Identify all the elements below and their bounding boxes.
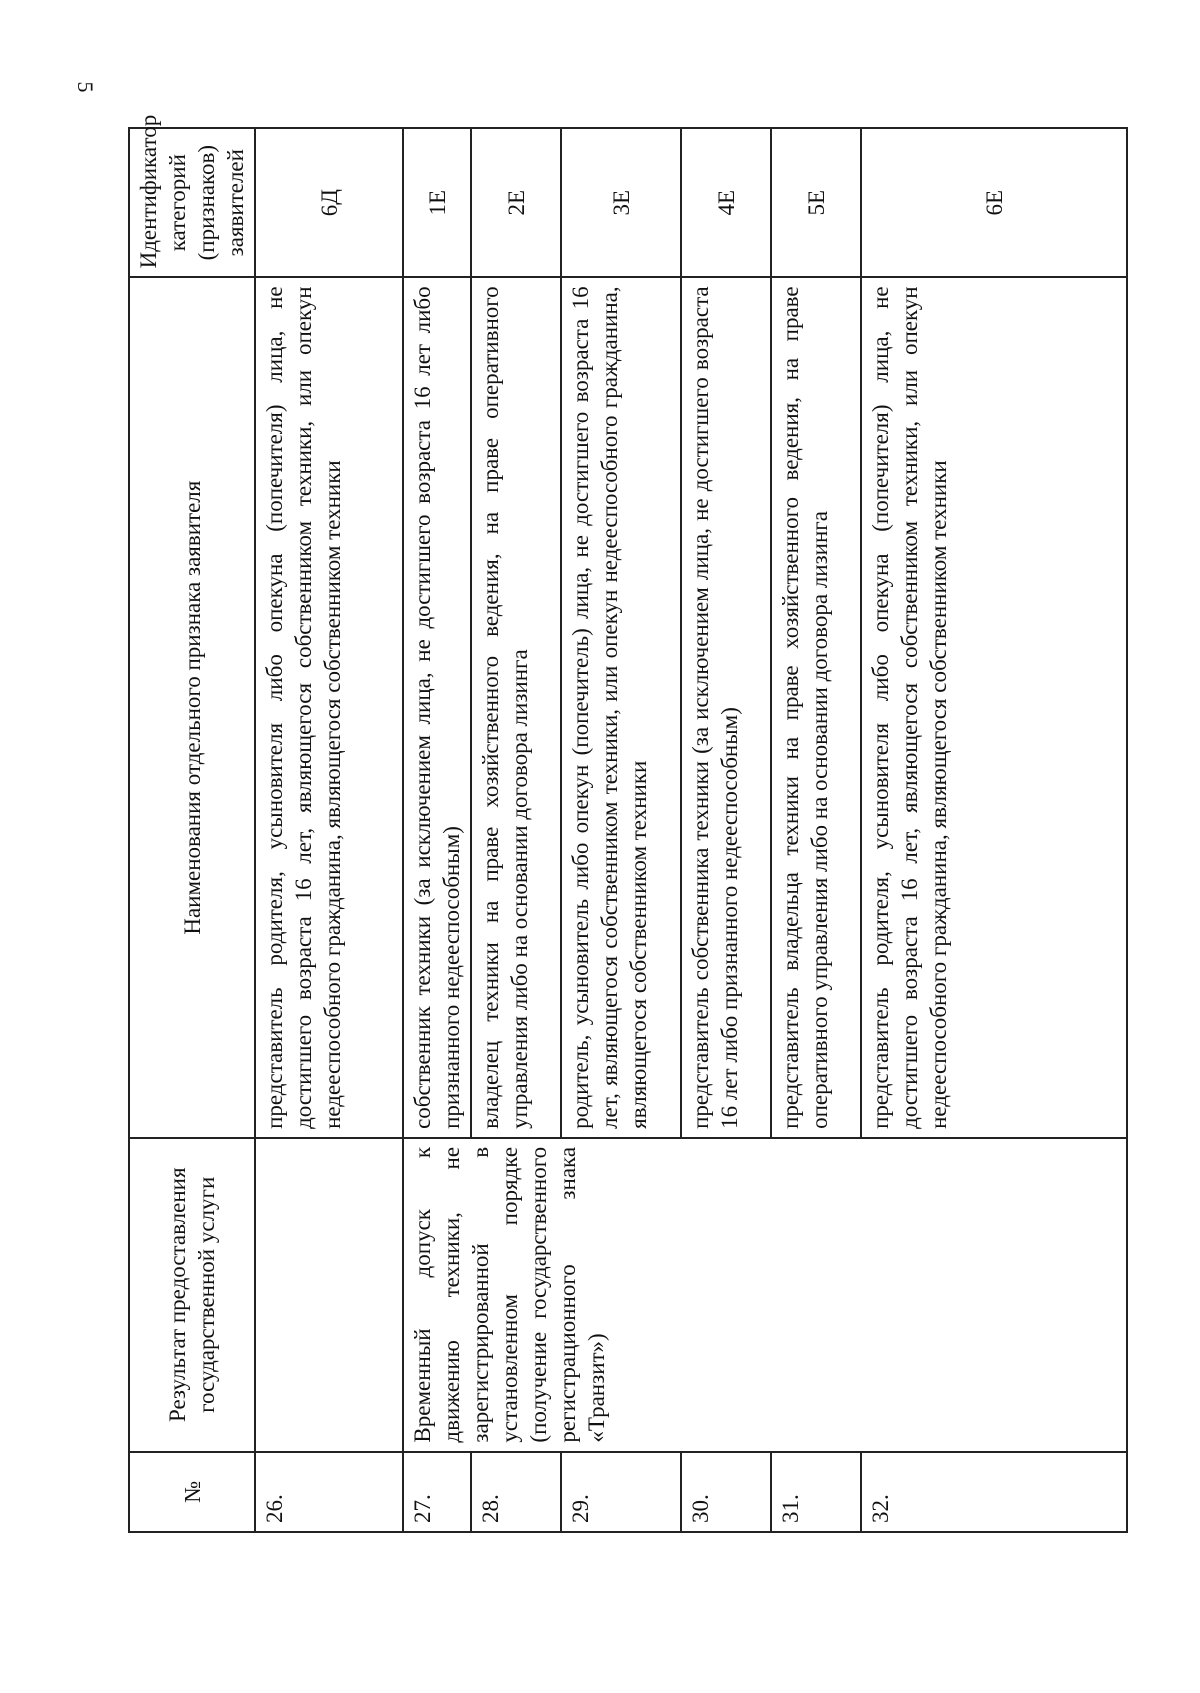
- row-result: Временный допуск к движению техники, не зарегистрированной в установленном порядке (получение государственного регистрационного знака «Транзит»): [403, 1138, 1127, 1452]
- row-num: 27.: [403, 1452, 471, 1532]
- row-id: 6Е: [861, 128, 1127, 277]
- rotated-table-sheet: [128, 114, 1128, 1533]
- header-row: [129, 128, 255, 1532]
- table-row: [255, 128, 403, 1532]
- header-result: Результат предоставления государственной услуги: [129, 1138, 255, 1452]
- row-id: 5Е: [771, 128, 861, 277]
- row-result-empty: [255, 1138, 403, 1452]
- row-desc: родитель, усыновитель либо опекун (попечитель) лица, не достигшего возраста 16 лет, являющегося собственником техники, или опекун недееспособного гражданина, являющегося собственником техники: [561, 277, 681, 1138]
- applicant-categories-table: [128, 114, 1128, 1533]
- row-id: 3Е: [561, 128, 681, 277]
- header-num: №: [129, 1452, 255, 1532]
- row-desc: владелец техники на праве хозяйственного ведения, на праве оперативного управления либо на основании договора лизинга: [471, 277, 561, 1138]
- header-name: Наименования отдельного признака заявителя: [129, 277, 255, 1138]
- row-desc: представитель собственника техники (за исключением лица, не достигшего возраста 16 лет либо признанного недееспособным): [681, 277, 771, 1138]
- row-num: 29.: [561, 1452, 681, 1532]
- row-id: 6Д: [255, 128, 403, 277]
- row-desc: представитель родителя, усыновителя либо опекуна (попечителя) лица, не достигшего возраста 16 лет, являющегося собственником техники, или опекун недееспособного гражданина, являющегося собственником техники: [255, 277, 403, 1138]
- row-id: 1Е: [403, 128, 471, 277]
- row-desc: собственник техники (за исключением лица, не достигшего возраста 16 лет либо признанного недееспособным): [403, 277, 471, 1138]
- row-desc: представитель родителя, усыновителя либо опекуна (попечителя) лица, не достигшего возраста 16 лет, являющегося собственником техники, или опекун недееспособного гражданина, являющегося собственником техники: [861, 277, 1127, 1138]
- row-desc: представитель владельца техники на праве хозяйственного ведения, на праве оперативного управления либо на основании договора лизинга: [771, 277, 861, 1138]
- page-number: 5: [73, 81, 98, 93]
- row-num: 30.: [681, 1452, 771, 1532]
- row-num: 28.: [471, 1452, 561, 1532]
- row-num: 31.: [771, 1452, 861, 1532]
- header-id: Идентификатор категорий (признаков) заявителей: [129, 128, 255, 277]
- row-num: 32.: [861, 1452, 1127, 1532]
- row-id: 4Е: [681, 128, 771, 277]
- row-num: 26.: [255, 1452, 403, 1532]
- row-id: 2Е: [471, 128, 561, 277]
- table-row: [403, 128, 471, 1532]
